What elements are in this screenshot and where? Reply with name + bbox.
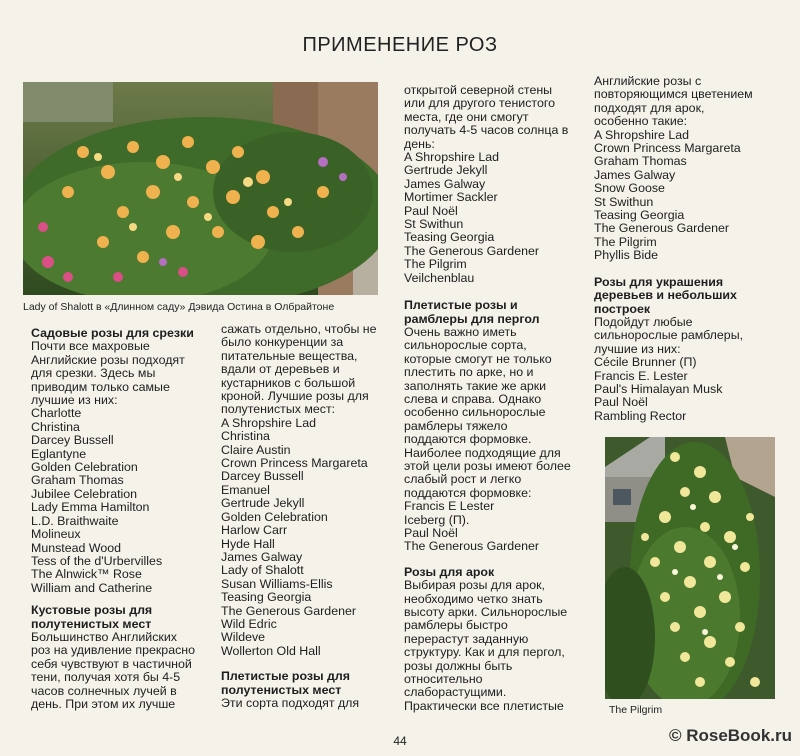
top-photo-caption: Lady of Shalott в «Длинном саду» Дэвида Остина в Олбрайтоне	[23, 301, 335, 313]
right-photo-caption: The Pilgrim	[609, 704, 663, 716]
list-item: Teasing Georgia	[594, 208, 685, 223]
list-item: Golden Celebration	[221, 509, 328, 524]
climbing-shade-list	[404, 151, 584, 285]
pilgrim-rose-illustration	[605, 437, 775, 699]
list-item: Emanuel	[221, 482, 270, 497]
arch-list	[594, 129, 784, 263]
list-item: A Shropshire Lad	[221, 415, 317, 430]
arch-text: Выбирая розы для арок, необходимо четко знать высоту арки. Сильнорослые рамблеры быстро перерастут заданную структуру. Как и для пергол, розы должны быть относительно слаборастущими. Практически все плетистые	[404, 578, 568, 713]
list-item: Veilchenblau	[404, 270, 475, 285]
list-item: Snow Goose	[594, 181, 665, 196]
list-item: Crown Princess Margareta	[594, 141, 741, 156]
column-3	[404, 84, 584, 713]
list-item: Munstead Wood	[31, 540, 122, 555]
list-item: The Pilgrim	[404, 257, 467, 272]
list-item: Graham Thomas	[31, 473, 124, 488]
list-item: The Generous Gardener	[221, 603, 356, 618]
column-4	[594, 75, 784, 423]
climbing-shade-text: Эти сорта подходят для	[221, 695, 360, 710]
list-item: Gertrude Jekyll	[221, 496, 305, 511]
tree-roses-heading: Розы для украшения деревьев и небольших построек	[594, 274, 737, 316]
list-item: The Generous Gardener	[404, 539, 539, 554]
list-item: Jubilee Celebration	[31, 486, 138, 501]
climbing-shade-text-cont: открытой северной стены или для другого тенистого места, где они смогут получать 4-5 часов солнца в день:	[404, 83, 569, 151]
cut-roses-heading: Садовые розы для срезки	[31, 326, 194, 340]
list-item: Teasing Georgia	[404, 230, 495, 245]
list-item: A Shropshire Lad	[404, 150, 500, 165]
list-item: Graham Thomas	[594, 154, 687, 169]
climbing-shade-heading: Плетистые розы для полутенистых мест	[221, 669, 351, 697]
list-item: Wild Edric	[221, 616, 277, 631]
shade-roses-list	[221, 417, 396, 658]
garden-roses-photo	[23, 82, 378, 295]
list-item: Paul's Himalayan Musk	[594, 381, 723, 396]
list-item: James Galway	[594, 167, 676, 182]
list-item: Molineux	[31, 527, 81, 542]
list-item: A Shropshire Lad	[594, 127, 690, 142]
list-item: Paul Noël	[404, 203, 458, 218]
shrub-roses-heading: Кустовые розы для полутенистых мест	[31, 603, 153, 631]
list-item: Phyllis Bide	[594, 248, 659, 263]
watermark: © RoseBook.ru	[668, 726, 792, 745]
list-item: Iceberg (П).	[404, 512, 470, 527]
list-item: Rambling Rector	[594, 408, 687, 423]
list-item: Paul Noël	[594, 395, 648, 410]
list-item: Francis E. Lester	[594, 368, 688, 383]
list-item: Gertrude Jekyll	[404, 163, 488, 178]
list-item: Wollerton Old Hall	[221, 643, 321, 658]
list-item: Hyde Hall	[221, 536, 275, 551]
list-item: Wildeve	[221, 630, 266, 645]
list-item: Paul Noël	[404, 526, 458, 540]
list-item: Mortimer Sackler	[404, 190, 498, 205]
list-item: Golden Celebration	[31, 460, 138, 475]
list-item: Crown Princess Margareta	[221, 456, 368, 471]
list-item: James Galway	[221, 549, 303, 564]
list-item: Teasing Georgia	[221, 590, 312, 605]
list-item: James Galway	[404, 176, 486, 191]
pergola-list	[404, 500, 584, 554]
cut-roses-text: Почти все махровые Английские розы подходят для срезки. Здесь мы приводим только самые лучшие из них:	[31, 339, 185, 408]
list-item: The Pilgrim	[594, 234, 657, 249]
shrub-roses-text-cont: сажать отдельно, чтобы не было конкуренции за питательные вещества, вдали от деревьев и кустарников с большой кроной. Лучшие розы для полутенистых мест:	[221, 322, 377, 417]
list-item: Eglantyne	[31, 446, 87, 461]
column-1	[31, 327, 206, 711]
list-item: William and Catherine	[31, 580, 153, 595]
pilgrim-rose-photo	[605, 437, 775, 699]
list-item: Darcey Bussell	[221, 469, 304, 484]
list-item: Lady Emma Hamilton	[31, 500, 150, 515]
list-item: Tess of the d'Urbervilles	[31, 553, 163, 568]
column-2	[221, 323, 396, 710]
tree-roses-text: Подойдут любые сильнорослые рамблеры, лучшие из них:	[594, 314, 744, 356]
cut-roses-list	[31, 407, 206, 595]
garden-roses-illustration	[23, 82, 378, 295]
list-item: Lady of Shalott	[221, 563, 304, 578]
page-number: 44	[393, 734, 407, 748]
list-item: The Alnwick™ Rose	[31, 567, 142, 582]
list-item: Christina	[31, 419, 80, 434]
list-item: St Swithun	[594, 194, 654, 209]
list-item: Susan Williams-Ellis	[221, 576, 333, 591]
arch-text-cont: Английские розы с повторяющимся цветением подходят для арок, особенно такие:	[594, 74, 753, 129]
list-item: Darcey Bussell	[31, 433, 114, 448]
shrub-roses-text: Большинство Английских роз на удивление прекрасно себя чувствуют в частичной тени, получая хотя бы 4-5 часов солнечных лучей в день. При этом их лучше	[31, 629, 196, 711]
list-item: L.D. Braithwaite	[31, 513, 119, 528]
list-item: Charlotte	[31, 406, 82, 421]
list-item: The Generous Gardener	[594, 221, 729, 236]
list-item: St Swithun	[404, 217, 464, 232]
tree-roses-list	[594, 356, 784, 423]
arch-heading: Розы для арок	[404, 564, 495, 579]
list-item: Claire Austin	[221, 442, 291, 457]
list-item: Francis E Lester	[404, 499, 495, 514]
list-item: The Generous Gardener	[404, 243, 539, 258]
list-item: Christina	[221, 429, 270, 444]
pergola-heading: Плетистые розы и рамблеры для пергол	[404, 298, 540, 326]
page-title: ПРИМЕНЕНИЕ РОЗ	[302, 34, 498, 56]
list-item: Harlow Carr	[221, 523, 288, 538]
list-item: Cécile Brunner (П)	[594, 355, 697, 370]
pergola-text: Очень важно иметь сильнорослые сорта, которые смогут не только плестить по арке, но и заполнять такие же арки слева и справа. Однако особенно сильнорослые рамблеры тяжело поддаются формовке. Наиболее подходящие для этой цели розы имеют более слабый рост и легко поддаются формовке:	[404, 324, 571, 500]
